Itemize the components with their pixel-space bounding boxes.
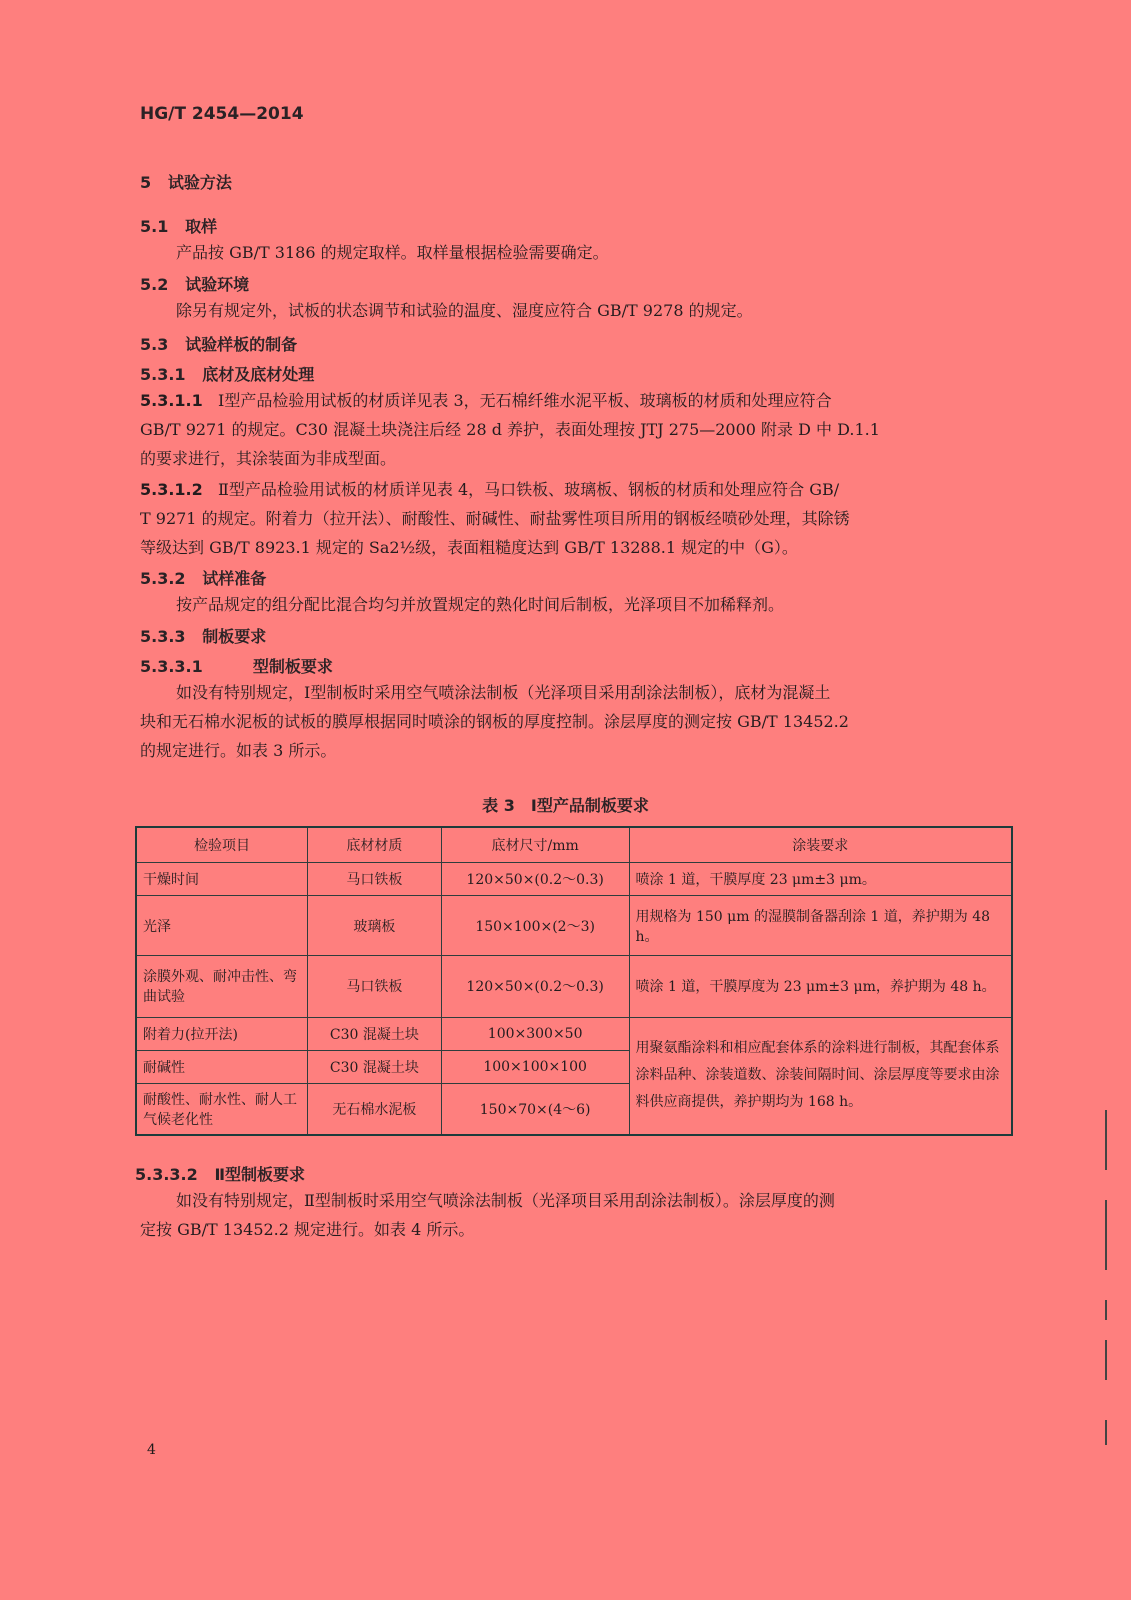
table-header-row: [136, 827, 1012, 863]
table-cell: 150×100×(2～3): [441, 896, 629, 956]
section-5-3-3-2-heading: 5.3.3.2 Ⅱ型制板要求: [135, 1165, 306, 1184]
table-cell: 光泽: [136, 896, 308, 956]
paragraph-line: 的要求进行，其涂装面为非成型面。: [140, 449, 397, 468]
table-cell: 120×50×(0.2～0.3): [441, 863, 629, 896]
table-cell-merged: 用聚氨酯涂料和相应配套体系的涂料进行制板，其配套体系涂料品种、涂装道数、涂装间隔时间、涂层厚度等要求由涂料供应商提供，养护期均为 168 h。: [629, 1017, 1012, 1135]
page-number: 4: [147, 1442, 156, 1458]
table-cell: 干燥时间: [136, 863, 308, 896]
paragraph-line: 如没有特别规定，Ⅰ型制板时采用空气喷涂法制板（光泽项目采用刮涂法制板），底材为混凝土: [176, 683, 831, 702]
table-header-cell: 涂装要求: [629, 827, 1012, 863]
paragraph-line: GB/T 9271 的规定。C30 混凝土块浇注后经 28 d 养护，表面处理按 JTJ 275—2000 附录 D 中 D.1.1: [140, 420, 880, 439]
table-cell: 耐碱性: [136, 1050, 308, 1083]
section-5-2-heading: 5.2 试验环境: [140, 275, 250, 294]
paragraph-line: 如没有特别规定，Ⅱ型制板时采用空气喷涂法制板（光泽项目采用刮涂法制板）。涂层厚度的测: [176, 1191, 835, 1210]
document-header: HG/T 2454—2014: [140, 104, 304, 124]
paragraph-line: Ⅰ型产品检验用试板的材质详见表 3，无石棉纤维水泥平板、玻璃板的材质和处理应符合: [218, 391, 832, 410]
table-cell: 耐酸性、耐水性、耐人工气候老化性: [136, 1083, 308, 1135]
section-5-3-heading: 5.3 试验样板的制备: [140, 335, 298, 354]
scan-artifact-line: [1105, 1340, 1107, 1380]
section-5-1-text: 产品按 GB/T 3186 的规定取样。取样量根据检验需要确定。: [176, 243, 609, 262]
section-5-3-3-1-heading: 5.3.3.1 型制板要求: [140, 657, 333, 676]
section-5-3-3-2-text: [140, 1186, 835, 1244]
section-5-3-2-text: 按产品规定的组分配比混合均匀并放置规定的熟化时间后制板，光泽项目不加稀释剂。: [176, 595, 785, 614]
table-cell: 150×70×(4～6): [441, 1083, 629, 1135]
section-5-3-1-2: [140, 475, 850, 562]
paragraph-line: 块和无石棉水泥板的试板的膜厚根据同时喷涂的钢板的厚度控制。涂层厚度的测定按 GB/T 13452.2: [140, 712, 849, 731]
table-cell: C30 混凝土块: [308, 1050, 442, 1083]
table-cell: 玻璃板: [308, 896, 442, 956]
table-header-cell: 检验项目: [136, 827, 308, 863]
table-row: [136, 1017, 1012, 1050]
section-5-2-text: 除另有规定外，试板的状态调节和试验的温度、湿度应符合 GB/T 9278 的规定。: [176, 301, 753, 320]
paragraph-line: Ⅱ型产品检验用试板的材质详见表 4，马口铁板、玻璃板、钢板的材质和处理应符合 GB/: [218, 480, 840, 499]
table-cell: 用规格为 150 μm 的湿膜制备器刮涂 1 道，养护期为 48 h。: [629, 896, 1012, 956]
paragraph-line: 的规定进行。如表 3 所示。: [140, 741, 337, 760]
table-caption: 表 3 Ⅰ型产品制板要求: [482, 796, 649, 815]
section-5-3-1-1-num: 5.3.1.1: [140, 391, 203, 410]
table-cell: 100×300×50: [441, 1017, 629, 1050]
section-5-3-1-heading: 5.3.1 底材及底材处理: [140, 365, 315, 384]
table-header-cell: 底材尺寸/mm: [441, 827, 629, 863]
paragraph-line: 定按 GB/T 13452.2 规定进行。如表 4 所示。: [140, 1220, 475, 1239]
paragraph-line: 等级达到 GB/T 8923.1 规定的 Sa2½级，表面粗糙度达到 GB/T 13288.1 规定的中（G）。: [140, 538, 798, 557]
table-cell: 马口铁板: [308, 863, 442, 896]
section-5-3-1-2-num: 5.3.1.2: [140, 480, 203, 499]
section-5-3-3-1-text: [140, 678, 849, 765]
table-row: [136, 955, 1012, 1017]
scan-artifact-line: [1105, 1420, 1107, 1445]
table-cell: 无石棉水泥板: [308, 1083, 442, 1135]
table-row: [136, 863, 1012, 896]
section-5-1-heading: 5.1 取样: [140, 217, 218, 236]
table-cell: 喷涂 1 道，干膜厚度为 23 μm±3 μm，养护期为 48 h。: [629, 955, 1012, 1017]
table-cell: 附着力(拉开法): [136, 1017, 308, 1050]
section-5-3-2-heading: 5.3.2 试样准备: [140, 569, 267, 588]
section-5-3-3-heading: 5.3.3 制板要求: [140, 627, 267, 646]
table-cell: C30 混凝土块: [308, 1017, 442, 1050]
scan-artifact-line: [1105, 1110, 1107, 1170]
table-cell: 喷涂 1 道，干膜厚度 23 μm±3 μm。: [629, 863, 1012, 896]
plate-requirements-table: [135, 826, 1013, 1136]
table-header-cell: 底材材质: [308, 827, 442, 863]
table-cell: 涂膜外观、耐冲击性、弯曲试验: [136, 955, 308, 1017]
table-cell: 100×100×100: [441, 1050, 629, 1083]
table-cell: 120×50×(0.2～0.3): [441, 955, 629, 1017]
table-cell: 马口铁板: [308, 955, 442, 1017]
section-5-3-1-1: [140, 386, 880, 473]
scan-artifact-line: [1105, 1200, 1107, 1270]
scan-artifact-line: [1105, 1300, 1107, 1320]
section-5-heading: 5 试验方法: [140, 173, 232, 192]
table-row: [136, 896, 1012, 956]
paragraph-line: T 9271 的规定。附着力（拉开法）、耐酸性、耐碱性、耐盐雾性项目所用的钢板经喷砂处理，其除锈: [140, 509, 850, 528]
